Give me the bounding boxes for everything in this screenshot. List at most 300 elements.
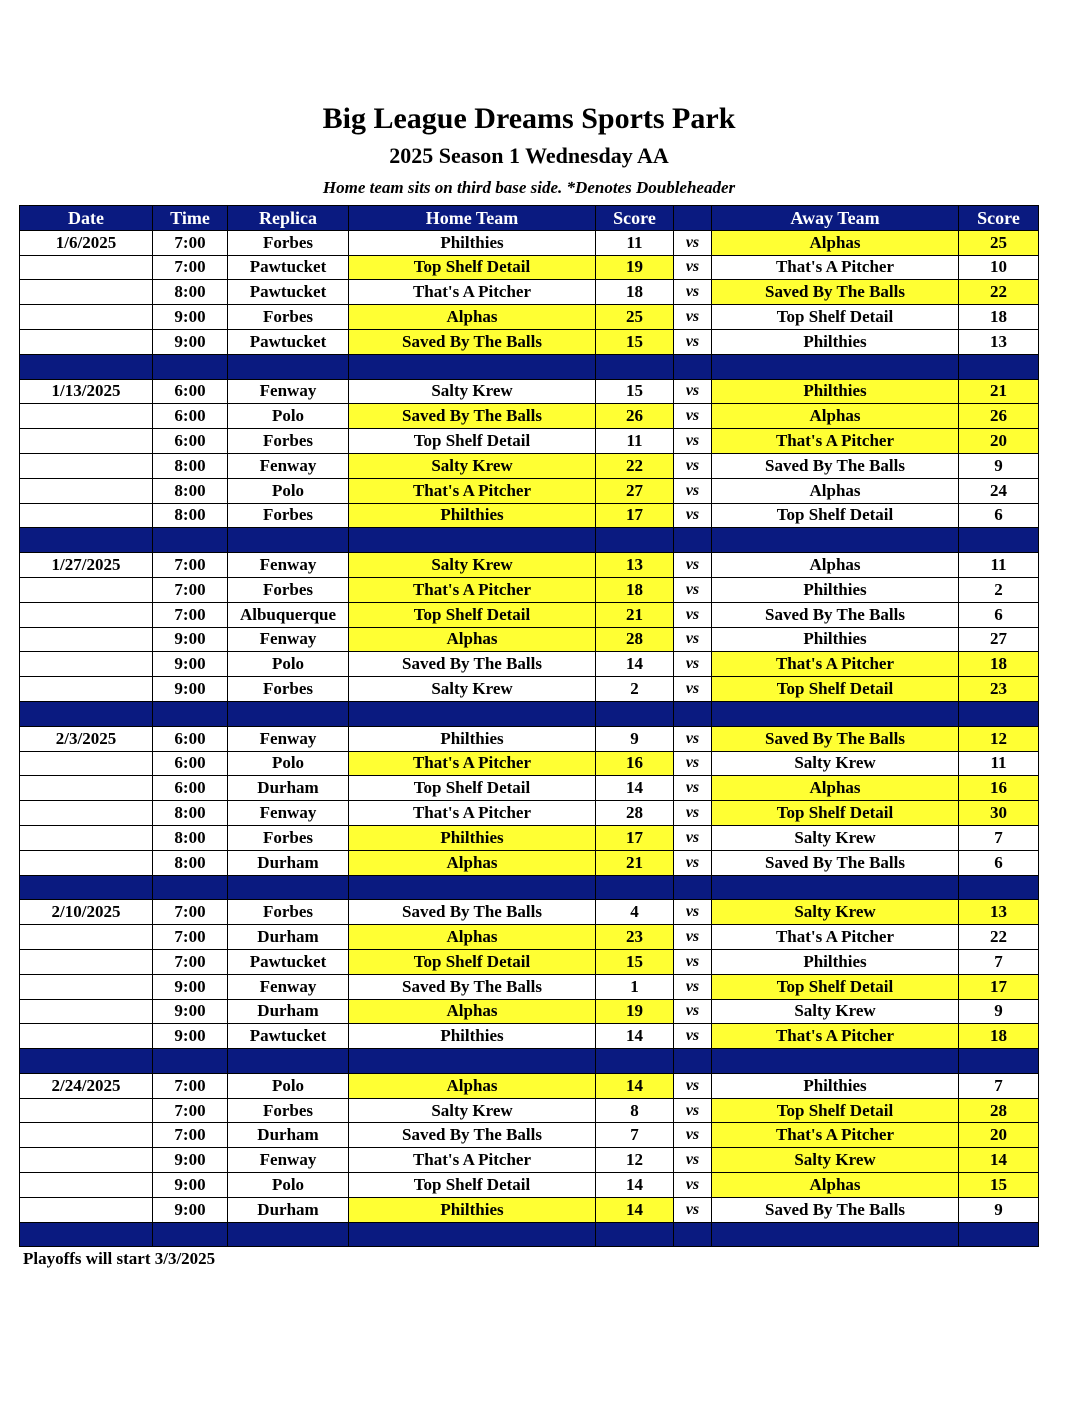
- column-header-time: Time: [153, 206, 228, 231]
- game-time: 6:00: [153, 751, 228, 776]
- game-row: [20, 1148, 1039, 1173]
- home-score: 17: [596, 825, 674, 850]
- separator-cell: [959, 701, 1039, 726]
- home-team: Top Shelf Detail: [349, 255, 596, 280]
- vs-label: vs: [674, 850, 712, 875]
- away-team: Salty Krew: [712, 751, 959, 776]
- game-date: [20, 850, 153, 875]
- game-row: [20, 652, 1039, 677]
- home-score: 27: [596, 478, 674, 503]
- away-score: 23: [959, 677, 1039, 702]
- week-separator-row: [20, 875, 1039, 900]
- home-team: Philthies: [349, 726, 596, 751]
- week-separator-row: [20, 1049, 1039, 1074]
- game-replica-field: Fenway: [228, 553, 349, 578]
- away-team: Salty Krew: [712, 900, 959, 925]
- vs-label: vs: [674, 429, 712, 454]
- game-date: [20, 999, 153, 1024]
- away-score: 9: [959, 1197, 1039, 1222]
- separator-cell: [596, 701, 674, 726]
- separator-cell: [596, 1222, 674, 1247]
- away-score: 14: [959, 1148, 1039, 1173]
- home-team: That's A Pitcher: [349, 801, 596, 826]
- away-score: 27: [959, 627, 1039, 652]
- home-team: Top Shelf Detail: [349, 602, 596, 627]
- game-time: 7:00: [153, 255, 228, 280]
- home-score: 4: [596, 900, 674, 925]
- game-date: 2/24/2025: [20, 1073, 153, 1098]
- home-team: That's A Pitcher: [349, 280, 596, 305]
- game-time: 6:00: [153, 776, 228, 801]
- game-replica-field: Forbes: [228, 1098, 349, 1123]
- game-row: [20, 602, 1039, 627]
- vs-label: vs: [674, 1024, 712, 1049]
- vs-label: vs: [674, 825, 712, 850]
- separator-cell: [153, 528, 228, 553]
- game-time: 8:00: [153, 825, 228, 850]
- vs-label: vs: [674, 1073, 712, 1098]
- separator-cell: [349, 528, 596, 553]
- home-score: 18: [596, 577, 674, 602]
- game-replica-field: Polo: [228, 1073, 349, 1098]
- separator-cell: [20, 528, 153, 553]
- game-time: 8:00: [153, 453, 228, 478]
- vs-label: vs: [674, 280, 712, 305]
- separator-cell: [349, 1222, 596, 1247]
- column-header-home-team: Home Team: [349, 206, 596, 231]
- separator-cell: [712, 1049, 959, 1074]
- game-time: 7:00: [153, 577, 228, 602]
- away-team: Saved By The Balls: [712, 453, 959, 478]
- game-date: [20, 925, 153, 950]
- game-time: 9:00: [153, 1148, 228, 1173]
- away-team: Philthies: [712, 949, 959, 974]
- page-title: Big League Dreams Sports Park: [322, 102, 736, 135]
- home-team: Philthies: [349, 1197, 596, 1222]
- game-replica-field: Forbes: [228, 305, 349, 330]
- game-replica-field: Durham: [228, 1197, 349, 1222]
- away-team: Alphas: [712, 230, 959, 255]
- vs-label: vs: [674, 1197, 712, 1222]
- away-score: 18: [959, 1024, 1039, 1049]
- away-score: 9: [959, 999, 1039, 1024]
- separator-cell: [349, 875, 596, 900]
- game-row: [20, 478, 1039, 503]
- away-team: That's A Pitcher: [712, 429, 959, 454]
- home-team: Alphas: [349, 925, 596, 950]
- vs-label: vs: [674, 999, 712, 1024]
- separator-cell: [228, 1049, 349, 1074]
- away-team: Philthies: [712, 329, 959, 354]
- separator-cell: [596, 1049, 674, 1074]
- column-header-date: Date: [20, 206, 153, 231]
- home-score: 11: [596, 230, 674, 255]
- game-date: [20, 776, 153, 801]
- separator-cell: [349, 1049, 596, 1074]
- separator-cell: [20, 701, 153, 726]
- home-score: 16: [596, 751, 674, 776]
- game-date: [20, 329, 153, 354]
- vs-label: vs: [674, 1098, 712, 1123]
- away-team: Saved By The Balls: [712, 1197, 959, 1222]
- game-time: 8:00: [153, 850, 228, 875]
- home-score: 18: [596, 280, 674, 305]
- week-separator-row: [20, 1222, 1039, 1247]
- home-team: Top Shelf Detail: [349, 1173, 596, 1198]
- game-replica-field: Fenway: [228, 974, 349, 999]
- away-team: Salty Krew: [712, 999, 959, 1024]
- home-team: That's A Pitcher: [349, 1148, 596, 1173]
- game-time: 9:00: [153, 1024, 228, 1049]
- game-time: 9:00: [153, 974, 228, 999]
- game-time: 7:00: [153, 1073, 228, 1098]
- separator-cell: [959, 528, 1039, 553]
- vs-label: vs: [674, 776, 712, 801]
- away-score: 11: [959, 751, 1039, 776]
- game-date: [20, 825, 153, 850]
- home-team: Alphas: [349, 627, 596, 652]
- home-score: 23: [596, 925, 674, 950]
- away-score: 6: [959, 503, 1039, 528]
- game-date: 1/13/2025: [20, 379, 153, 404]
- away-score: 15: [959, 1173, 1039, 1198]
- away-team: Saved By The Balls: [712, 726, 959, 751]
- separator-cell: [228, 354, 349, 379]
- game-replica-field: Pawtucket: [228, 949, 349, 974]
- vs-label: vs: [674, 677, 712, 702]
- away-team: Alphas: [712, 776, 959, 801]
- game-replica-field: Polo: [228, 751, 349, 776]
- game-replica-field: Forbes: [228, 503, 349, 528]
- game-row: [20, 900, 1039, 925]
- away-score: 18: [959, 652, 1039, 677]
- home-team: Alphas: [349, 999, 596, 1024]
- home-team: Salty Krew: [349, 553, 596, 578]
- separator-cell: [674, 875, 712, 900]
- vs-label: vs: [674, 230, 712, 255]
- home-team: Philthies: [349, 230, 596, 255]
- away-team: That's A Pitcher: [712, 652, 959, 677]
- game-date: [20, 1148, 153, 1173]
- vs-label: vs: [674, 751, 712, 776]
- schedule-note: Home team sits on third base side. *Denotes Doubleheader: [322, 178, 736, 197]
- home-team: Philthies: [349, 825, 596, 850]
- week-separator-row: [20, 354, 1039, 379]
- schedule-table: [19, 205, 1039, 1247]
- away-score: 22: [959, 925, 1039, 950]
- separator-cell: [596, 354, 674, 379]
- week-separator-row: [20, 528, 1039, 553]
- away-score: 11: [959, 553, 1039, 578]
- away-score: 7: [959, 949, 1039, 974]
- game-time: 9:00: [153, 305, 228, 330]
- away-team: Top Shelf Detail: [712, 677, 959, 702]
- game-row: [20, 255, 1039, 280]
- home-score: 14: [596, 1197, 674, 1222]
- separator-cell: [153, 701, 228, 726]
- away-team: Alphas: [712, 478, 959, 503]
- separator-cell: [712, 875, 959, 900]
- home-score: 2: [596, 677, 674, 702]
- game-row: [20, 825, 1039, 850]
- home-team: Saved By The Balls: [349, 329, 596, 354]
- game-row: [20, 379, 1039, 404]
- away-team: Saved By The Balls: [712, 602, 959, 627]
- vs-label: vs: [674, 379, 712, 404]
- home-score: 12: [596, 1148, 674, 1173]
- home-score: 28: [596, 801, 674, 826]
- game-row: [20, 503, 1039, 528]
- game-date: [20, 577, 153, 602]
- separator-cell: [228, 528, 349, 553]
- game-row: [20, 1098, 1039, 1123]
- game-time: 7:00: [153, 900, 228, 925]
- away-score: 13: [959, 900, 1039, 925]
- home-team: That's A Pitcher: [349, 478, 596, 503]
- game-time: 9:00: [153, 677, 228, 702]
- game-row: [20, 925, 1039, 950]
- home-score: 14: [596, 776, 674, 801]
- game-replica-field: Fenway: [228, 726, 349, 751]
- home-score: 8: [596, 1098, 674, 1123]
- away-score: 20: [959, 429, 1039, 454]
- home-score: 17: [596, 503, 674, 528]
- away-team: Alphas: [712, 404, 959, 429]
- away-score: 28: [959, 1098, 1039, 1123]
- away-team: Top Shelf Detail: [712, 1098, 959, 1123]
- separator-cell: [349, 701, 596, 726]
- game-date: [20, 949, 153, 974]
- away-score: 20: [959, 1123, 1039, 1148]
- game-row: [20, 404, 1039, 429]
- game-row: [20, 1123, 1039, 1148]
- game-date: [20, 305, 153, 330]
- away-score: 18: [959, 305, 1039, 330]
- vs-label: vs: [674, 900, 712, 925]
- home-team: Philthies: [349, 1024, 596, 1049]
- away-score: 9: [959, 453, 1039, 478]
- game-row: [20, 329, 1039, 354]
- away-team: That's A Pitcher: [712, 1123, 959, 1148]
- vs-label: vs: [674, 627, 712, 652]
- game-replica-field: Polo: [228, 1173, 349, 1198]
- game-row: [20, 577, 1039, 602]
- home-score: 14: [596, 1073, 674, 1098]
- away-score: 26: [959, 404, 1039, 429]
- vs-label: vs: [674, 1123, 712, 1148]
- column-header-home-score: Score: [596, 206, 674, 231]
- separator-cell: [674, 1222, 712, 1247]
- game-date: 2/10/2025: [20, 900, 153, 925]
- home-score: 7: [596, 1123, 674, 1148]
- game-row: [20, 974, 1039, 999]
- home-team: Saved By The Balls: [349, 652, 596, 677]
- game-row: [20, 949, 1039, 974]
- game-time: 6:00: [153, 726, 228, 751]
- away-team: Salty Krew: [712, 825, 959, 850]
- vs-label: vs: [674, 478, 712, 503]
- game-replica-field: Fenway: [228, 801, 349, 826]
- home-score: 22: [596, 453, 674, 478]
- game-row: [20, 1173, 1039, 1198]
- vs-label: vs: [674, 553, 712, 578]
- game-row: [20, 1197, 1039, 1222]
- game-replica-field: Fenway: [228, 1148, 349, 1173]
- game-time: 8:00: [153, 503, 228, 528]
- game-time: 8:00: [153, 801, 228, 826]
- game-replica-field: Polo: [228, 652, 349, 677]
- home-score: 15: [596, 379, 674, 404]
- separator-cell: [712, 1222, 959, 1247]
- home-score: 15: [596, 949, 674, 974]
- home-team: Salty Krew: [349, 1098, 596, 1123]
- game-time: 9:00: [153, 627, 228, 652]
- home-score: 13: [596, 553, 674, 578]
- game-date: [20, 404, 153, 429]
- separator-cell: [228, 1222, 349, 1247]
- game-date: [20, 429, 153, 454]
- game-time: 6:00: [153, 404, 228, 429]
- away-team: Top Shelf Detail: [712, 801, 959, 826]
- game-row: [20, 801, 1039, 826]
- game-time: 8:00: [153, 478, 228, 503]
- away-team: Alphas: [712, 1173, 959, 1198]
- vs-label: vs: [674, 305, 712, 330]
- game-replica-field: Pawtucket: [228, 1024, 349, 1049]
- away-team: Philthies: [712, 379, 959, 404]
- home-score: 28: [596, 627, 674, 652]
- game-date: [20, 255, 153, 280]
- home-score: 1: [596, 974, 674, 999]
- away-score: 7: [959, 825, 1039, 850]
- game-time: 9:00: [153, 652, 228, 677]
- home-team: That's A Pitcher: [349, 751, 596, 776]
- away-team: Philthies: [712, 577, 959, 602]
- game-time: 9:00: [153, 1197, 228, 1222]
- home-team: Top Shelf Detail: [349, 429, 596, 454]
- vs-label: vs: [674, 801, 712, 826]
- home-team: That's A Pitcher: [349, 577, 596, 602]
- home-score: 21: [596, 602, 674, 627]
- game-row: [20, 453, 1039, 478]
- game-replica-field: Fenway: [228, 379, 349, 404]
- home-team: Salty Krew: [349, 453, 596, 478]
- game-date: [20, 602, 153, 627]
- game-replica-field: Fenway: [228, 627, 349, 652]
- separator-cell: [153, 1049, 228, 1074]
- game-replica-field: Durham: [228, 999, 349, 1024]
- vs-label: vs: [674, 1148, 712, 1173]
- vs-label: vs: [674, 949, 712, 974]
- home-team: Philthies: [349, 503, 596, 528]
- home-team: Saved By The Balls: [349, 404, 596, 429]
- game-time: 7:00: [153, 925, 228, 950]
- home-score: 9: [596, 726, 674, 751]
- game-date: 2/3/2025: [20, 726, 153, 751]
- game-replica-field: Forbes: [228, 825, 349, 850]
- home-score: 14: [596, 652, 674, 677]
- home-score: 14: [596, 1173, 674, 1198]
- game-replica-field: Forbes: [228, 677, 349, 702]
- game-date: [20, 280, 153, 305]
- separator-cell: [596, 528, 674, 553]
- away-score: 13: [959, 329, 1039, 354]
- away-score: 21: [959, 379, 1039, 404]
- game-date: [20, 1024, 153, 1049]
- game-time: 9:00: [153, 1173, 228, 1198]
- game-row: [20, 999, 1039, 1024]
- game-row: [20, 627, 1039, 652]
- game-date: [20, 677, 153, 702]
- column-header-away-score: Score: [959, 206, 1039, 231]
- game-replica-field: Polo: [228, 478, 349, 503]
- separator-cell: [674, 701, 712, 726]
- home-score: 21: [596, 850, 674, 875]
- separator-cell: [959, 875, 1039, 900]
- separator-cell: [153, 875, 228, 900]
- separator-cell: [596, 875, 674, 900]
- vs-label: vs: [674, 404, 712, 429]
- home-score: 15: [596, 329, 674, 354]
- separator-cell: [712, 701, 959, 726]
- away-team: Top Shelf Detail: [712, 974, 959, 999]
- table-header-row: [20, 206, 1039, 231]
- separator-cell: [153, 354, 228, 379]
- vs-label: vs: [674, 329, 712, 354]
- vs-label: vs: [674, 577, 712, 602]
- game-date: [20, 453, 153, 478]
- game-date: [20, 974, 153, 999]
- separator-cell: [20, 1222, 153, 1247]
- week-separator-row: [20, 701, 1039, 726]
- game-replica-field: Durham: [228, 776, 349, 801]
- game-row: [20, 850, 1039, 875]
- home-score: 11: [596, 429, 674, 454]
- game-row: [20, 280, 1039, 305]
- game-replica-field: Forbes: [228, 230, 349, 255]
- game-replica-field: Forbes: [228, 900, 349, 925]
- game-time: 6:00: [153, 379, 228, 404]
- away-score: 16: [959, 776, 1039, 801]
- playoffs-note: Playoffs will start 3/3/2025: [23, 1249, 216, 1268]
- game-time: 7:00: [153, 553, 228, 578]
- vs-label: vs: [674, 1173, 712, 1198]
- away-team: That's A Pitcher: [712, 925, 959, 950]
- column-header-replica: Replica: [228, 206, 349, 231]
- game-time: 7:00: [153, 1123, 228, 1148]
- away-score: 30: [959, 801, 1039, 826]
- separator-cell: [153, 1222, 228, 1247]
- game-replica-field: Fenway: [228, 453, 349, 478]
- game-date: 1/27/2025: [20, 553, 153, 578]
- game-date: [20, 503, 153, 528]
- game-row: [20, 429, 1039, 454]
- game-time: 8:00: [153, 280, 228, 305]
- vs-label: vs: [674, 925, 712, 950]
- separator-cell: [228, 701, 349, 726]
- game-date: [20, 801, 153, 826]
- game-time: 7:00: [153, 230, 228, 255]
- home-score: 25: [596, 305, 674, 330]
- game-date: [20, 1197, 153, 1222]
- game-date: [20, 652, 153, 677]
- away-team: Top Shelf Detail: [712, 305, 959, 330]
- game-date: 1/6/2025: [20, 230, 153, 255]
- game-time: 9:00: [153, 999, 228, 1024]
- game-date: [20, 1098, 153, 1123]
- separator-cell: [674, 1049, 712, 1074]
- home-team: Top Shelf Detail: [349, 776, 596, 801]
